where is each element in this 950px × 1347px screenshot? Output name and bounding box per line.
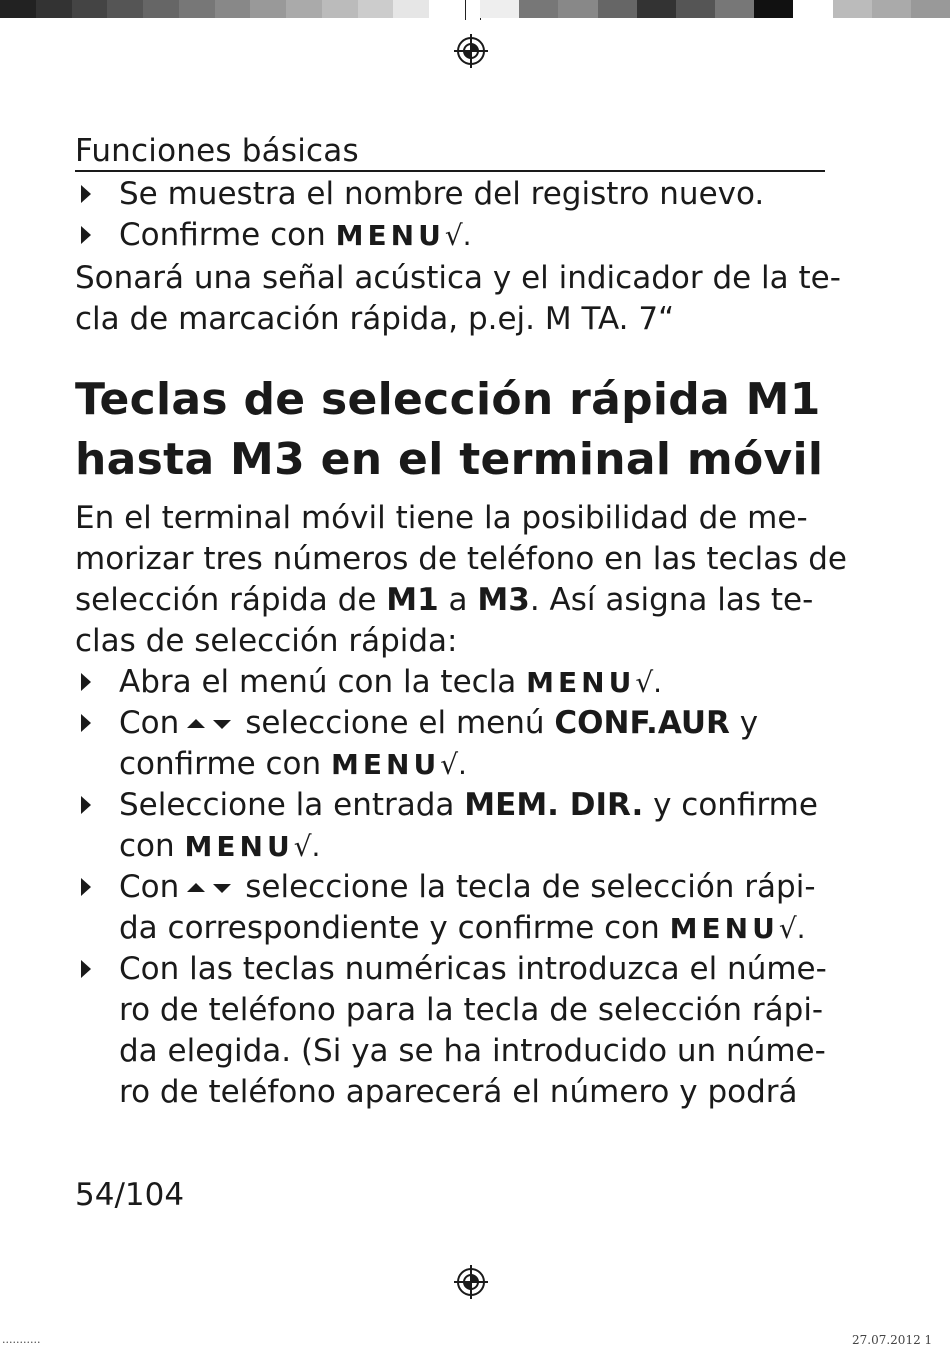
calibration-swatch [215,0,251,18]
calibration-swatch [0,0,36,18]
section-header: Funciones básicas [75,132,825,172]
list-item-continuation: ro de teléfono para la tecla de selección rápi- [119,992,824,1028]
triangle-right-icon [81,185,91,203]
menu-name: CONF.AUR [554,705,730,741]
up-down-arrow-keys-icon [187,879,235,899]
up-down-arrow-keys-icon [187,715,235,735]
check-mark: √. [635,666,663,699]
entry-name: MEM. DIR. [464,787,644,823]
color-calibration-bar-right [480,0,950,18]
key-m3: M3 [477,582,530,618]
menu-key-label: MENU [331,748,441,781]
print-footer-left: ........... [2,1333,41,1346]
list-item: Con seleccione el menú CONF.AUR y [75,703,827,744]
paragraph-line: clas de selección rápida: [75,623,458,659]
paragraph-line: Sonará una señal acústica y el indicador de la te- [75,260,841,296]
paragraph-line: selección rápida de M1 a M3. Así asigna las te- [75,582,814,618]
color-calibration-bar-left [0,0,465,18]
calibration-swatch [36,0,72,18]
menu-key-label: MENU [184,830,294,863]
list-item-continuation: da correspondiente y confirme con MENU√. [119,910,806,946]
list-item-continuation: da elegida. (Si ya se ha introducido un núme- [119,1033,826,1069]
calibration-swatch [143,0,179,18]
calibration-swatch [715,0,754,18]
calibration-swatch [429,0,465,18]
triangle-right-icon [81,714,91,732]
calibration-swatch [107,0,143,18]
calibration-swatch [833,0,872,18]
print-footer-date: 27.07.2012 1 [852,1333,933,1347]
list-item: Confirme con MENU√. [75,215,827,256]
calibration-swatch [637,0,676,18]
crosshair-registration-mark-icon [453,33,489,69]
calibration-swatch [911,0,950,18]
calibration-swatch [598,0,637,18]
calibration-swatch [558,0,597,18]
menu-key-label: MENU [669,912,779,945]
paragraph-line: cla de marcación rápida, p.ej. M TA. 7“ [75,301,675,337]
calibration-swatch [754,0,793,18]
calibration-swatch [393,0,429,18]
list-item-continuation: confirme con MENU√. [119,746,467,782]
calibration-swatch [872,0,911,18]
crosshair-registration-mark-icon [453,1264,489,1300]
page-content [75,174,847,1113]
check-mark: √. [778,912,806,945]
list-item: Con las teclas numéricas introduzca el núme- [75,949,827,990]
calibration-swatch [676,0,715,18]
calibration-swatch [179,0,215,18]
page-number: 54/104 [75,1177,185,1213]
list-item-continuation: ro de teléfono aparecerá el número y podrá [119,1074,798,1110]
calibration-swatch [480,0,519,18]
calibration-swatch [286,0,322,18]
triangle-right-icon [81,226,91,244]
calibration-swatch [519,0,558,18]
triangle-right-icon [81,878,91,896]
calibration-swatch [793,0,832,18]
calibration-swatch [322,0,358,18]
calibration-swatch [358,0,394,18]
check-mark: √. [440,748,467,781]
check-mark: √. [444,219,472,252]
list-item: Seleccione la entrada MEM. DIR. y confirme [75,785,827,826]
key-m1: M1 [386,582,439,618]
menu-key-label: MENU [335,219,445,252]
menu-key-label: MENU [526,666,636,699]
triangle-right-icon [81,960,91,978]
list-item-continuation: con MENU√. [119,828,321,864]
paragraph-line: morizar tres números de teléfono en las teclas de [75,541,847,577]
calibration-divider [465,0,466,20]
list-item: Con seleccione la tecla de selección rápi- [75,867,827,908]
triangle-right-icon [81,673,91,691]
section-heading: Teclas de selección rápida M1 hasta M3 en el terminal móvil [75,374,824,485]
list-item: Abra el menú con la tecla MENU√. [75,662,827,703]
triangle-right-icon [81,796,91,814]
paragraph-line: En el terminal móvil tiene la posibilidad de me- [75,500,808,536]
check-mark: √. [293,830,321,863]
calibration-swatch [72,0,108,18]
list-item: Se muestra el nombre del registro nuevo. [75,174,827,215]
calibration-swatch [250,0,286,18]
